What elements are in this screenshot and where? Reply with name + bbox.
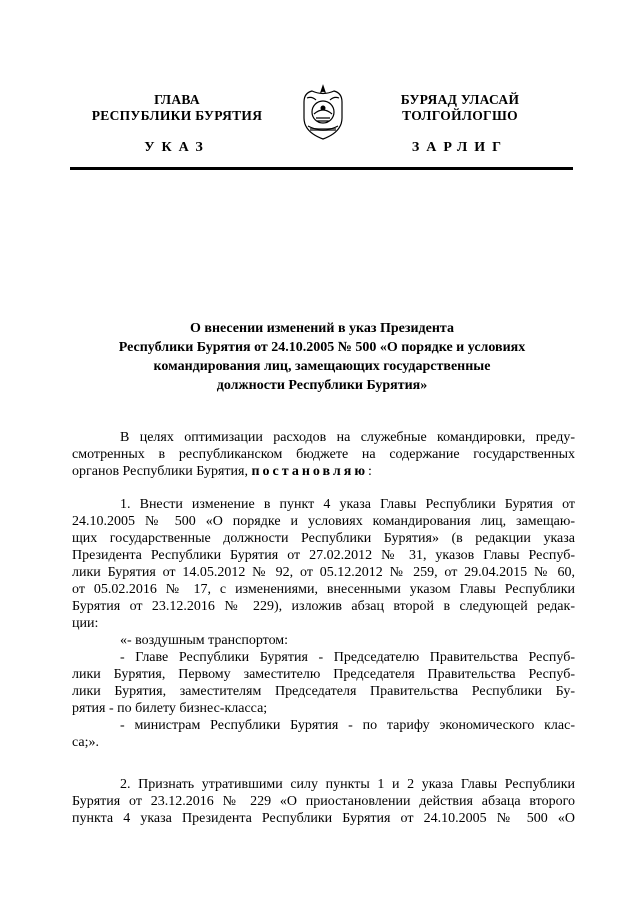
header-left-line1: ГЛАВА: [154, 92, 200, 107]
paragraph-1: [72, 496, 575, 751]
quote-line: «- воздушным транспортом:: [120, 633, 289, 648]
quote-line: рятия - по билету бизнес-класса;: [72, 701, 268, 716]
header-left-line2: РЕСПУБЛИКИ БУРЯТИЯ: [91, 108, 263, 123]
paragraph-2: [72, 776, 575, 827]
doc-type-ukaz: УКАЗ: [144, 140, 210, 155]
text-line: смотренных в республиканском бюджете на содержание государственных: [72, 447, 575, 462]
text-line: 24.10.2005 № 500 «О порядке и условиях командирования лиц, замещаю-: [72, 514, 575, 529]
quote-line: - Главе Республики Бурятия - Председателю Правительства Респуб-: [120, 650, 575, 665]
text-line: Президента Республики Бурятия от 27.02.2012 № 31, указов Главы Респуб-: [72, 548, 575, 563]
header-right-line2: ТОЛГОЙЛОГШО: [402, 108, 518, 123]
text-line: щих государственные должности Республики Бурятия» (в редакции указа: [72, 531, 575, 546]
header-divider: [70, 167, 573, 170]
header-right-line1: БУРЯАД УЛАСАЙ: [400, 92, 520, 107]
title-line: Республики Бурятия от 24.10.2005 № 500 «О порядке и условиях: [118, 340, 526, 355]
decree-word: постановляю: [251, 464, 369, 479]
header-left: [72, 92, 282, 124]
title-line: должности Республики Бурятия»: [216, 378, 428, 393]
preamble-suffix: :: [368, 464, 372, 479]
text-line: 1. Внести изменение в пункт 4 указа Главы Республики Бурятия от: [120, 497, 575, 512]
preamble-prefix: органов Республики Бурятия,: [72, 464, 248, 479]
text-line: пункта 4 указа Президента Республики Бурятия от 24.10.2005 № 500 «О: [72, 811, 575, 826]
header-right: [350, 92, 570, 124]
title-line: командирования лиц, замещающих государственные: [153, 359, 491, 374]
preamble: [72, 429, 575, 480]
text-line: [72, 463, 575, 480]
quote-line: лики Бурятия, заместителям Председателя Правительства Республики Бу-: [72, 684, 575, 699]
title-line: О внесении изменений в указ Президента: [190, 321, 454, 336]
quote-line: лики Бурятия, Первому заместителю Председателя Правительства Респуб-: [72, 667, 575, 682]
text-line: Бурятия от 23.12.2016 № 229), изложив абзац второй в следующей редак-: [72, 599, 575, 614]
quote-line: са;».: [72, 735, 99, 750]
document-title: [72, 319, 572, 395]
text-line: 2. Признать утратившими силу пункты 1 и 2 указа Главы Республики: [120, 777, 575, 792]
text-line: лики Бурятия от 14.05.2012 № 92, от 05.12.2012 № 259, от 29.04.2015 № 60,: [72, 565, 575, 580]
text-line: В целях оптимизации расходов на служебные командировки, преду-: [120, 430, 575, 445]
text-line: ции:: [72, 616, 99, 631]
doc-type-zarlig: ЗАРЛИГ: [411, 140, 509, 155]
coat-of-arms-icon: [298, 84, 348, 142]
text-line: Бурятия от 23.12.2016 № 229 «О приостановлении действия абзаца второго: [72, 794, 575, 809]
quote-line: - министрам Республики Бурятия - по тарифу экономического клас-: [120, 718, 575, 733]
text-line: от 05.02.2016 № 17, с изменениями, внесенными указом Главы Республики: [72, 582, 575, 597]
